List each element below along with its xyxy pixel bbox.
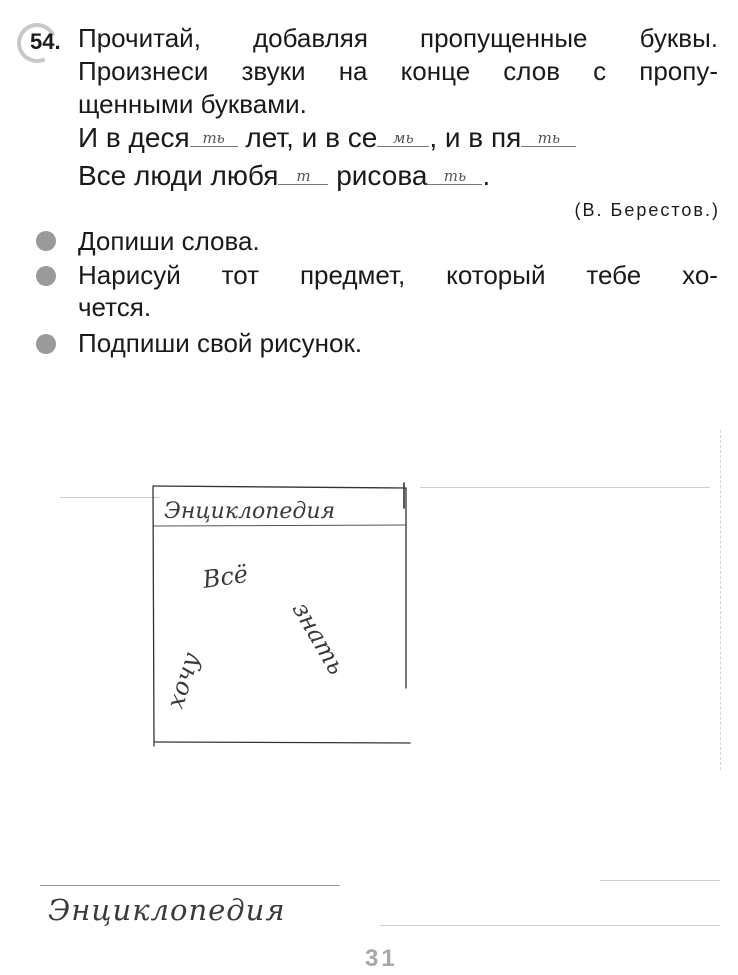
poem-author: (В. Берестов.) — [574, 200, 720, 220]
poem-text: лет, и в се — [237, 122, 378, 153]
handwritten-answer: ть — [190, 130, 238, 147]
book-title: Энциклопедия — [164, 499, 336, 524]
guide-line — [600, 880, 720, 881]
word: конце — [400, 56, 471, 86]
handwritten-answer: т — [278, 168, 328, 185]
word: с — [593, 56, 607, 86]
word: тебе — [586, 260, 642, 290]
page-number: 31 — [365, 945, 398, 972]
poem-text: Все люди любя — [78, 160, 279, 191]
poem-line-2 — [78, 160, 490, 192]
task-number: 54. — [30, 29, 61, 54]
book-bottom-edge — [154, 742, 410, 743]
guide-line — [380, 925, 720, 926]
bullet-text-1: Допиши слова. — [78, 226, 260, 256]
task-instruction — [78, 22, 718, 121]
bullet-text-2-cont: чется. — [78, 292, 152, 322]
word: пропу- — [639, 56, 718, 86]
word: Прочитай, — [78, 23, 201, 53]
word: слов — [503, 56, 561, 86]
book-top-edge — [153, 486, 406, 488]
word: Произнеси — [78, 56, 209, 86]
bullet-dot — [36, 231, 56, 251]
word: Нарисуй — [78, 260, 181, 290]
title-underline — [154, 525, 405, 526]
drawing-caption: Энциклопедия — [48, 893, 286, 927]
drawing-word-znat: знать — [286, 597, 351, 680]
handwritten-answer: мь — [377, 130, 429, 147]
caption-line — [40, 885, 340, 886]
word: пропущенные — [420, 23, 588, 53]
poem-text: . — [482, 160, 491, 191]
word: предмет, — [299, 260, 406, 290]
guide-line — [420, 487, 710, 488]
instruction-line-1 — [78, 22, 718, 55]
word: который — [446, 260, 546, 290]
instruction-line-3 — [78, 88, 718, 121]
word: хо- — [682, 260, 718, 290]
drawing-word-vse: Всё — [200, 559, 250, 594]
word: буквы. — [639, 23, 718, 53]
word: щенными буквами. — [78, 89, 307, 119]
bullet-dot — [36, 266, 56, 286]
handwritten-answer: ть — [427, 168, 482, 185]
poem-text: И в деся — [78, 122, 190, 153]
word: добавляя — [253, 23, 368, 53]
bullet-dot — [36, 334, 56, 354]
poem-line-1 — [78, 122, 576, 154]
instruction-line-2 — [78, 55, 718, 88]
drawing-word-khochu: хочу — [161, 649, 206, 712]
poem-text: , и в пя — [429, 122, 522, 153]
poem-text: рисова — [328, 160, 428, 191]
guide-line — [720, 430, 721, 770]
handwritten-answer: ть — [521, 130, 576, 147]
word: на — [338, 56, 368, 86]
drawing-book — [140, 478, 430, 753]
bullet-text-3: Подпиши свой рисунок. — [78, 328, 363, 358]
word: звуки — [241, 56, 306, 86]
bullet-text-2 — [78, 260, 718, 291]
word: тот — [221, 260, 260, 290]
